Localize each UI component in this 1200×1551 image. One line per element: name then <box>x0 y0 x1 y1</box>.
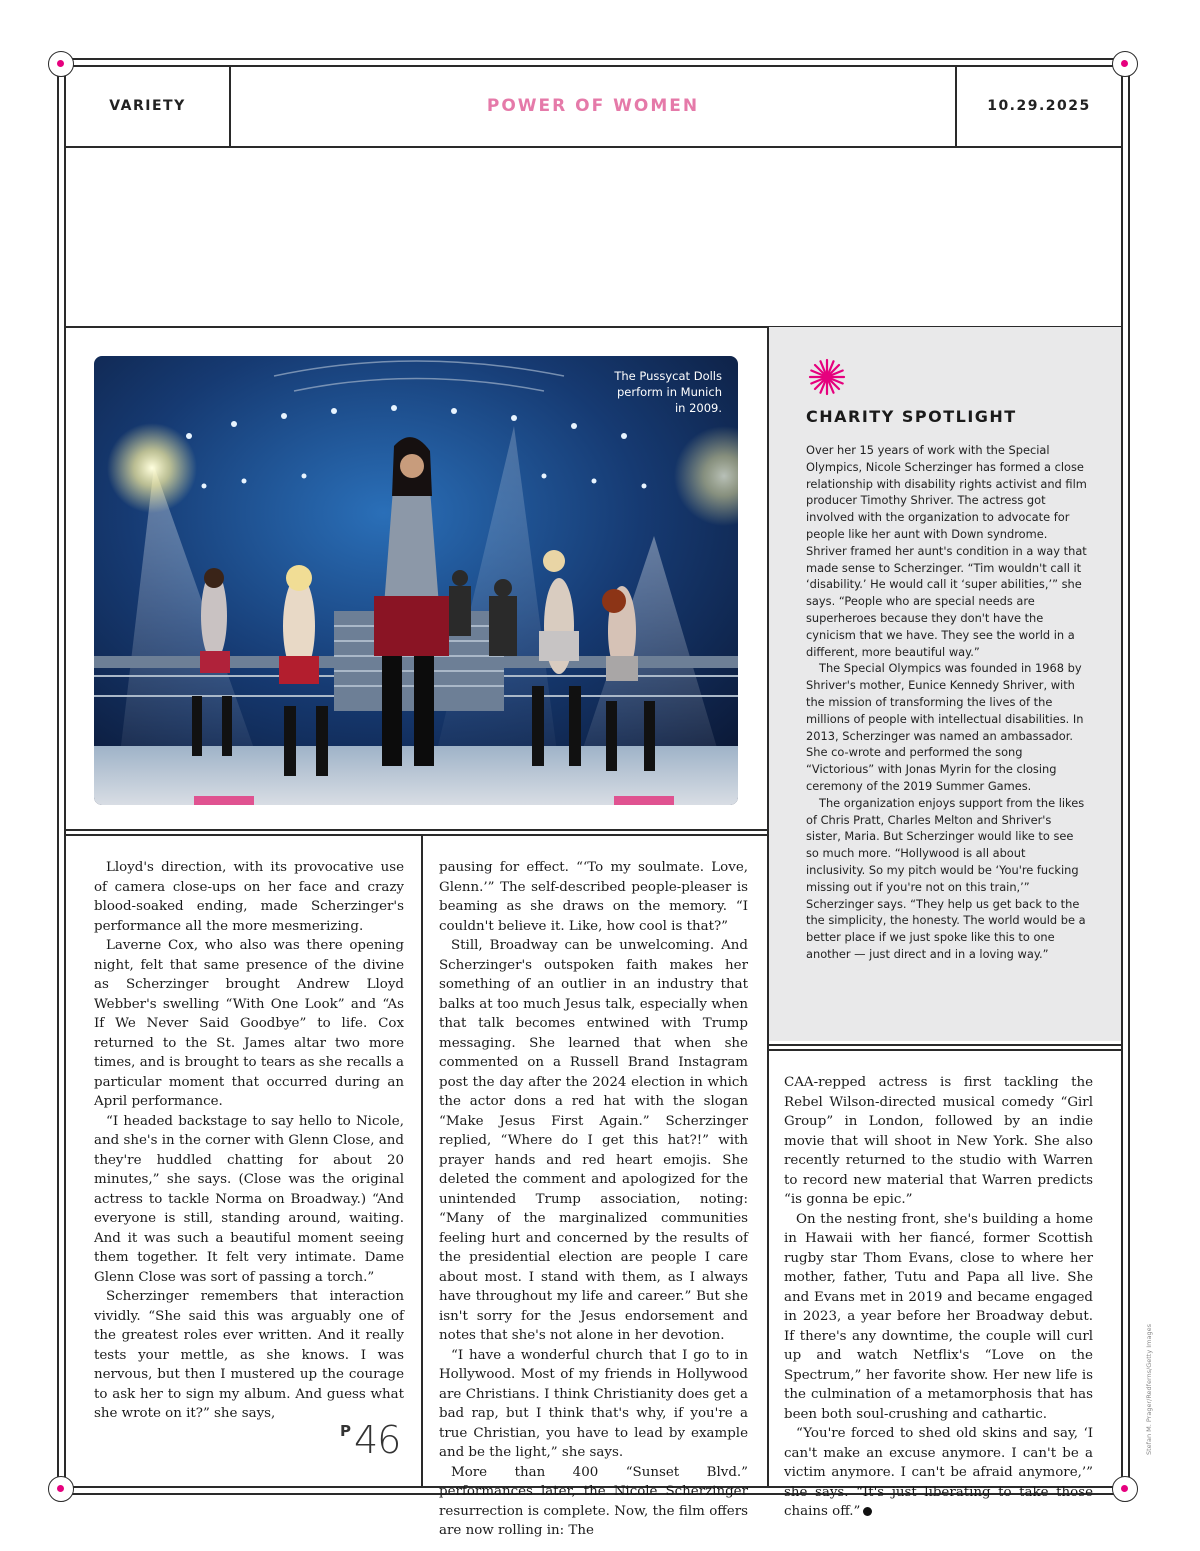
page-number-value: 46 <box>354 1418 401 1462</box>
article-paragraph: Still, Broadway can be unwelcoming. And Scherzinger's outspoken faith makes her something of an outlier in an industry that balks at too much Jesus talk, especially when that talk becomes entwined with Trump messaging. She learned that when she commented on a Russell Brand Instagram post the day after the 2024 election in which the actor dons a red hat with the slogan “Make Jesus First Again.” Scherzinger replied, “Where do I get this hat?!” with prayer hands and red heart emojis. She deleted the comment and apologized for the unintended Trump association, noting: “Many of the marginalized communities feeling hurt and concerned by the results of the presidential election are people I care about most. I stand with them, as I always have throughout my life and career.” But she isn't sorry for the Jesus endorsement and notes that she's not alone in her devotion. <box>439 938 748 1343</box>
sidebar-bottom-rule-2 <box>768 1049 1122 1051</box>
article-paragraph: “I headed backstage to say hello to Nicole, and she's in the corner with Glenn Close, and they're huddled chatting for about 20 minutes,” she says. (Close was the original actress to tackle Norma on Broadway.) “And everyone is still, standing around, waiting. And it was such a beautiful moment seeing them together. It felt very intimate. Dame Glenn Close was sort of passing a torch.” <box>94 1113 404 1285</box>
charity-spotlight-sidebar <box>769 327 1121 1041</box>
frame-right-inner <box>1121 64 1123 1488</box>
sidebar-paragraph: Over her 15 years of work with the Special Olympics, Nicole Scherzinger has formed a close relationship with disability rights activist and film producer Timothy Shriver. The actress got involved with the organization to advocate for people like her aunt with Down syndrome. Shriver framed her aunt's condition in a way that made sense to Scherzinger. “Tim wouldn't call it ‘disability.’ He would call it ‘super abilities,’” she says. “People who are special needs are superheroes because they don't have the cynicism that we have. They see the world in a different, more beautiful way.” <box>806 443 1087 659</box>
article-paragraph: Lloyd's direction, with its provocative use of camera close-ups on her face and crazy blood-soaked ending, made Scherzinger's performance all the more mesmerizing. <box>94 860 404 934</box>
concert-photo-image <box>94 356 738 805</box>
article-paragraph: CAA-repped actress is first tackling the Rebel Wilson-directed musical comedy “Girl Group” in London, followed by an indie movie that will shoot in New York. She also recently returned to the studio with Warren to record new material that Warren predicts “is gonna be epic.” <box>784 1075 1093 1207</box>
sidebar-bottom-rule <box>768 1044 1122 1046</box>
article-final-text: “You're forced to shed old skins and say, ‘I can't make an excuse anymore. I can't be a victim anymore. I can't be afraid anymore,’” she says. “It's just liberating to take those chains off.” <box>784 1426 1093 1519</box>
column-divider-1 <box>421 834 423 1487</box>
article-paragraph: On the nesting front, she's building a home in Hawaii with her fiancé, former Scottish rugby star Thom Evans, close to where her mother, father, Tutu and Papa all live. She and Evans met in 2019 and became engaged in 2023, a year before her Broadway debut. If there's any downtime, the couple will curl up and watch Netflix's “Love on the Spectrum,” her favorite show. Her new life is the culmination of a metamorphosis that has been both soul-crushing and cathartic. <box>784 1211 1093 1422</box>
article-paragraph: More than 400 “Sunset Blvd.” performances later, the Nicole Scherzinger resurrection is complete. Now, the film offers are now rolling in: The <box>439 1464 748 1538</box>
starburst-icon <box>807 357 847 397</box>
article-column-left <box>94 858 404 1424</box>
article-column-right <box>784 1073 1093 1522</box>
photo-panel-bottom-rule <box>65 829 769 831</box>
article-paragraph: pausing for effect. “‘To my soulmate. Love, Glenn.’” The self-described people-pleaser is beaming as she draws on the memory. “I couldn't believe it. Like, how cool is that?” <box>439 860 748 934</box>
frame-right-outer <box>1128 64 1130 1488</box>
article-column-middle <box>439 858 748 1541</box>
article-paragraph: Scherzinger remembers that interaction vividly. “She said this was arguably one of the greatest roles ever written. And it really tests your mettle, as she knows. I was nervous, but then I mustered up the courage to ask her to sign my album. And guess what she wrote on it?” she says, <box>94 1289 404 1421</box>
photo-panel-bottom-rule-2 <box>65 834 769 836</box>
sidebar-body <box>806 442 1088 963</box>
issue-date: 10.29.2025 <box>987 98 1091 114</box>
sidebar-paragraph: The organization enjoys support from the likes of Chris Pratt, Charles Melton and Shriver's sister, Maria. But Scherzinger would like to see so much more. “Hollywood is all about inclusivity. So my pitch would be ‘You're fucking missing out if you're not on this train,’” Scherzinger says. “They help us get back to the the simplicity, the honesty. The world would be a better place if we just spoke like this to one another — just direct and in a loving way.” <box>806 795 1086 961</box>
sidebar-paragraph: The Special Olympics was founded in 1968 by Shriver's mother, Eunice Kennedy Shriver, with the mission of transforming the lives of the millions of people with intellectual disabilities. In 2013, Scherzinger was named an ambassador. She co-wrote and performed the song “Victorious” with Jonas Myrin for the closing ceremony of the 2019 Summer Games. <box>806 661 1084 793</box>
header-bottom-rule <box>65 146 1122 148</box>
page-number-prefix: P <box>340 1422 351 1440</box>
photo-credit: Stefan M. Prager/Redferns/Getty Images <box>1145 1324 1153 1455</box>
frame-top-outer <box>62 58 1125 60</box>
frame-left-outer <box>57 64 59 1488</box>
article-paragraph: “I have a wonderful church that I go to in Hollywood. Most of my friends in Hollywood are Christians. I think Christianity does get a bad rap, but I think that's why, if you're a true Christian, you have to lead by example and be the light,” she says. <box>439 1347 748 1460</box>
publication-name: VARIETY <box>109 98 186 114</box>
photo-caption: The Pussycat Dolls perform in Munich in 2009. <box>614 369 722 415</box>
corner-ornament-bottom-left <box>48 1476 74 1502</box>
sidebar-title: CHARITY SPOTLIGHT <box>806 407 1017 426</box>
frame-left-inner <box>64 64 66 1488</box>
end-mark-icon <box>863 1507 872 1516</box>
article-paragraph: Laverne Cox, who also was there opening night, felt that same presence of the divine as Scherzinger brought Andrew Lloyd Webber's swelling “With One Look” and “As If We Never Said Goodbye” to life. Cox returned to the St. James altar two more times, and is brought to tears as she recalls a particular moment that occurred during an April performance. <box>94 938 404 1109</box>
concert-photo <box>94 356 738 805</box>
article-paragraph <box>784 1424 1093 1522</box>
section-title: POWER OF WOMEN <box>486 96 700 116</box>
corner-ornament-bottom-right <box>1112 1476 1138 1502</box>
